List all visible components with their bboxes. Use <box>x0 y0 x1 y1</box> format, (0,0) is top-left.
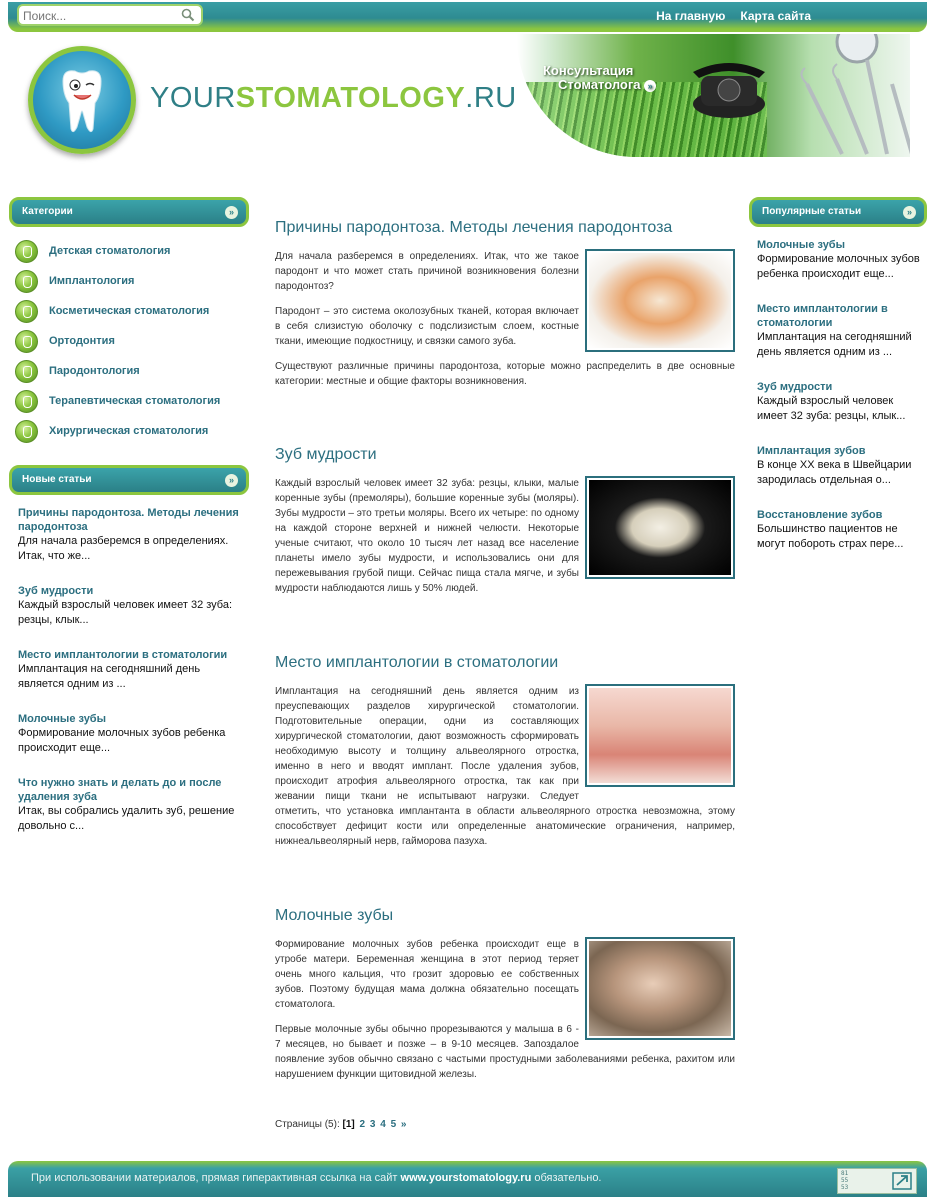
page-link[interactable]: 3 <box>369 1119 376 1130</box>
top-links <box>644 9 811 23</box>
counter-digit: 53 <box>841 1184 849 1191</box>
article-snippet: Каждый взрослый человек имеет 32 зуба: резцы, клык... <box>757 395 906 422</box>
article-snippet: Для начала разберемся в определениях. Итак, что же... <box>18 535 229 562</box>
tooth-bullet-icon <box>15 270 38 293</box>
new-articles-title: Новые статьи <box>22 474 92 485</box>
logo-word-your: YOUR <box>150 82 236 114</box>
tooth-root-image <box>589 253 731 348</box>
categories-title: Категории <box>22 206 73 217</box>
article-snippet: Формирование молочных зубов ребенка происходит еще... <box>757 253 920 280</box>
article-title[interactable]: Причины пародонтоза. Методы лечения пародонтоза <box>275 219 673 236</box>
list-item <box>757 302 925 360</box>
category-label: Хирургическая стоматология <box>49 425 209 437</box>
article-link[interactable]: Молочные зубы <box>18 713 106 725</box>
pagination-label: Страницы (5): <box>275 1119 340 1130</box>
article-title[interactable]: Место имплантологии в стоматологии <box>275 654 559 671</box>
tooth-icon <box>33 51 131 149</box>
article-link[interactable]: Имплантация зубов <box>757 445 866 457</box>
top-bar <box>8 2 927 32</box>
category-label: Терапевтическая стоматология <box>49 395 221 407</box>
consultation-caption[interactable] <box>543 64 656 92</box>
article-link[interactable]: Зуб мудрости <box>18 585 94 597</box>
category-item[interactable] <box>15 266 247 296</box>
article-link[interactable]: Восстановление зубов <box>757 509 883 521</box>
next-page-link[interactable]: » <box>400 1119 407 1130</box>
page-link[interactable]: 2 <box>359 1119 366 1130</box>
list-item <box>18 712 246 756</box>
category-item[interactable] <box>15 356 247 386</box>
list-item <box>18 776 246 834</box>
arrow-right-icon[interactable]: » <box>903 206 916 219</box>
banner-line-1: Консультация <box>543 63 634 78</box>
logo-tooth-mascot[interactable] <box>28 46 136 154</box>
footer-site-link[interactable]: www.yourstomatology.ru <box>400 1172 532 1184</box>
category-label: Косметическая стоматология <box>49 305 210 317</box>
list-item <box>18 648 246 692</box>
counter-digit: 81 <box>841 1170 849 1177</box>
implant-image <box>589 688 731 783</box>
popular-articles-title: Популярные статьи <box>762 206 862 217</box>
list-item <box>757 380 925 424</box>
pagination <box>275 1119 406 1130</box>
arrow-right-icon[interactable]: » <box>225 206 238 219</box>
dental-tools-icon <box>767 34 910 157</box>
article-paragraph: Формирование молочных зубов ребенка происходит еще в утробе матери. Беременная женщина в этот период теряет очень много кальция, что грозит здоровью ее собственных зубов. Поэтому будущая мама должна обязательно посещать стоматолога. <box>275 939 579 1010</box>
tooth-bullet-icon <box>15 390 38 413</box>
footer-copyright <box>31 1172 602 1184</box>
article-paragraph: Пародонт – это система околозубных тканей, которая включает в себя слизистую оболочку с подслизистым слоем, костные ткани, имеющие подкостницу, и связки самого зуба. <box>275 306 579 347</box>
article-image[interactable] <box>585 684 735 787</box>
category-item[interactable] <box>15 236 247 266</box>
article-image[interactable] <box>585 937 735 1040</box>
telephone-icon <box>687 54 772 124</box>
arrow-right-icon[interactable]: » <box>225 474 238 487</box>
tooth-bullet-icon <box>15 240 38 263</box>
new-articles-header <box>9 465 249 495</box>
footer-text-end: обязательно. <box>534 1172 602 1184</box>
article-snippet: Большинство пациентов не могут побороть страх пере... <box>757 523 904 550</box>
list-item <box>18 584 246 628</box>
tooth-bullet-icon <box>15 420 38 443</box>
logo-word-ru: .RU <box>465 82 517 114</box>
footer-text: При использовании материалов, прямая гиперактивная ссылка на сайт <box>31 1172 398 1184</box>
category-item[interactable] <box>15 296 247 326</box>
article-link[interactable]: Место имплантологии в стоматологии <box>18 649 228 661</box>
category-label: Пародонтология <box>49 365 140 377</box>
article-snippet: Имплантация на сегодняшний день является одним из ... <box>757 331 912 358</box>
article-title[interactable]: Зуб мудрости <box>275 446 377 463</box>
banner-line-2: Стоматолога <box>558 77 641 92</box>
molar-image <box>589 480 731 575</box>
popular-articles-list <box>757 238 925 572</box>
new-articles-list <box>18 506 246 854</box>
consultation-banner[interactable] <box>517 34 910 157</box>
article-paragraph: Имплантация на сегодняшний день является одним из преуспевающих разделов хирургической стоматологии. Подготовительные операции, одни из составляющих хирургической стоматологии, дают возможность сформировать необходимую высоту и толщину альвеолярного отростка, именно в него и вводят имплант. После удаления зубов, происходит атрофия альвеолярного отростка, так как при жевании пищи ткани не испытывают нагрузки. Следует отметить, что установка имплантанта в области альвеолярного отростка невозможна, этому способствует дефицит кости или определенные анатомические ограничения, например, нижнеальвеолярный нерв, гайморова пазуха. <box>275 686 735 847</box>
site-logo-text[interactable] <box>150 82 517 115</box>
home-link[interactable]: На главную <box>656 9 726 23</box>
article-paradontoz <box>275 219 735 399</box>
categories-header <box>9 197 249 227</box>
tooth-bullet-icon <box>15 360 38 383</box>
child-brushing-image <box>589 941 731 1036</box>
article-snippet: Формирование молочных зубов ребенка происходит еще... <box>18 727 226 754</box>
article-paragraph: Для начала разберемся в определениях. Итак, что же такое пародонт и что может стать причиной возникновения болезни пародонтоз? <box>275 251 579 292</box>
article-link[interactable]: Причины пародонтоза. Методы лечения пародонтоза <box>18 507 239 533</box>
category-list <box>15 236 247 446</box>
article-paragraph: Существуют различные причины пародонтоза, которые можно распределить в две основные категории: местные и общие факторы возникновения. <box>275 361 735 387</box>
category-item[interactable] <box>15 386 247 416</box>
counter-digits <box>841 1170 848 1191</box>
logo-word-stomatology: STOMATOLOGY <box>235 82 466 114</box>
footer <box>8 1161 927 1197</box>
tooth-bullet-icon <box>15 330 38 353</box>
tooth-bullet-icon <box>15 300 38 323</box>
pagination-current: [1] <box>342 1119 355 1130</box>
visitor-counter[interactable] <box>837 1168 917 1194</box>
list-item <box>757 238 925 282</box>
article-paragraph: Каждый взрослый человек имеет 32 зуба: резцы, клыки, малые коренные зубы (премоляры), большие коренные зубы (моляры). Зубы мудрости – это третьи моляры. Всего их четыре: по одному на каждой стороне верхней и нижней челюсти. Некоторые ученые считают, что около 10 тысяч лет назад все население планеты имело зубы мудрости, и использовались они для пережевывания грубой пищи. Сейчас пища стала мягче, и зубы мудрости наблюдаются лишь у 50% людей. <box>275 478 579 594</box>
category-item[interactable] <box>15 326 247 356</box>
category-label: Имплантология <box>49 275 135 287</box>
article-link[interactable]: Зуб мудрости <box>757 381 833 393</box>
article-paragraph: Первые молочные зубы обычно прорезываются у малыша в 6 - 7 месяцев, но бывает и позже – в 9-10 месяцев. Запоздалое появление зубов обычно связано с частыми простудными заболеваниями ребенка, рахитом или нарушением функции щитовидной железы. <box>275 1024 735 1080</box>
article-implantology <box>275 654 735 859</box>
search-box[interactable] <box>17 4 203 26</box>
article-snippet: В конце XX века в Швейцарии зародилась отдельная о... <box>757 459 912 486</box>
article-link[interactable]: Что нужно знать и делать до и после удаления зуба <box>18 777 222 803</box>
list-item <box>757 444 925 488</box>
category-item[interactable] <box>15 416 247 446</box>
article-image[interactable] <box>585 476 735 579</box>
article-link[interactable]: Место имплантологии в стоматологии <box>757 303 888 329</box>
article-snippet: Итак, вы собрались удалить зуб, решение довольно с... <box>18 805 235 832</box>
article-milk-teeth <box>275 907 735 1092</box>
article-snippet: Имплантация на сегодняшний день является одним из ... <box>18 663 201 690</box>
arrow-right-icon: » <box>644 80 656 92</box>
search-input[interactable] <box>23 8 173 23</box>
search-icon[interactable] <box>181 8 195 25</box>
article-title[interactable]: Молочные зубы <box>275 907 394 924</box>
article-snippet: Каждый взрослый человек имеет 32 зуба: резцы, клык... <box>18 599 233 626</box>
category-label: Детская стоматология <box>49 245 171 257</box>
counter-arrow-icon <box>892 1172 912 1190</box>
page-link[interactable]: 5 <box>390 1119 397 1130</box>
article-wisdom-tooth <box>275 446 735 606</box>
list-item <box>757 508 925 552</box>
counter-digit: 55 <box>841 1177 849 1184</box>
popular-articles-header <box>749 197 927 227</box>
category-label: Ортодонтия <box>49 335 115 347</box>
list-item <box>18 506 246 564</box>
page-link[interactable]: 4 <box>380 1119 386 1130</box>
article-image[interactable] <box>585 249 735 352</box>
sitemap-link[interactable]: Карта сайта <box>740 9 811 23</box>
article-link[interactable]: Молочные зубы <box>757 239 845 251</box>
